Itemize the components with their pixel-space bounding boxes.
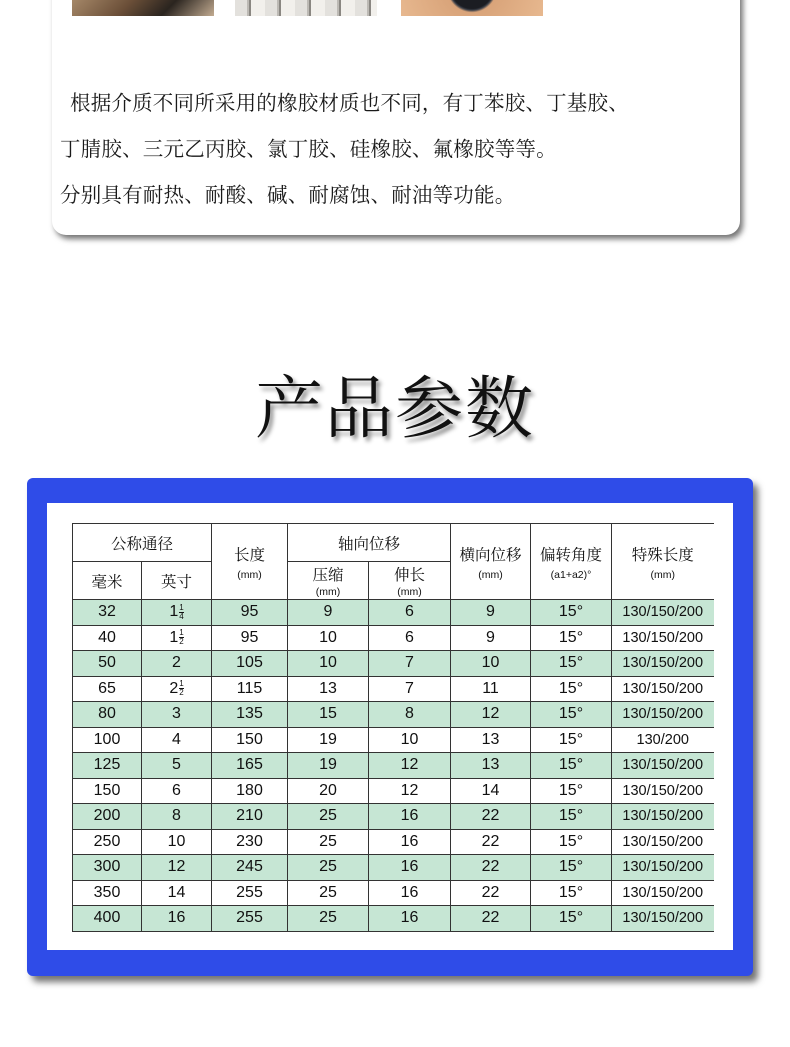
table-row [73,829,714,855]
cell-length: 115 [212,676,288,702]
table-row [73,778,714,804]
table-row [73,625,714,651]
table-row [73,804,714,830]
cell-length: 180 [212,778,288,804]
header-special [612,524,714,600]
inch-fraction [179,680,183,697]
cell-inch [142,676,212,702]
cell-special: 130/150/200 [612,778,714,804]
header-special-unit: (mm) [650,568,675,581]
header-length-unit: (mm) [237,568,262,581]
cell-inch [142,651,212,677]
cell-mm: 100 [73,727,142,753]
cell-angle: 15° [531,625,612,651]
cell-angle: 15° [531,651,612,677]
cell-inch [142,625,212,651]
inch-whole: 3 [172,705,181,723]
cell-extend: 16 [369,804,451,830]
header-special-label: 特殊长度 [631,546,694,564]
cell-mm: 80 [73,702,142,728]
cell-compress: 19 [288,753,369,779]
table-row [73,600,714,626]
cell-length: 165 [212,753,288,779]
cell-lateral: 13 [451,727,531,753]
cell-inch [142,753,212,779]
cell-compress: 9 [288,600,369,626]
cell-lateral: 22 [451,880,531,906]
cell-special: 130/150/200 [612,702,714,728]
description-line: 分别具有耐热、耐酸、碱、耐腐蚀、耐油等功能。 [60,183,516,207]
cell-lateral: 13 [451,753,531,779]
cell-lateral: 22 [451,855,531,881]
cell-extend: 10 [369,727,451,753]
cell-special: 130/150/200 [612,676,714,702]
section-heading: 产品参数 [254,370,535,449]
inch-whole: 1 [169,603,179,621]
inch-whole: 5 [172,756,181,774]
cell-length: 95 [212,600,288,626]
cell-angle: 15° [531,727,612,753]
cell-angle: 15° [531,906,612,932]
header-lateral [451,524,531,600]
cell-inch [142,906,212,932]
inch-whole: 10 [167,832,186,850]
cell-compress: 10 [288,625,369,651]
cell-mm: 32 [73,600,142,626]
cell-compress: 10 [288,651,369,677]
header-mm: 毫米 [73,562,142,600]
header-lateral-unit: (mm) [478,568,503,581]
cell-extend: 7 [369,676,451,702]
fraction-denominator: 2 [179,637,184,647]
header-nominal: 公称通径 [73,524,212,562]
cell-inch [142,727,212,753]
cell-inch [142,855,212,881]
cell-length: 105 [212,651,288,677]
description-line: 根据介质不同所采用的橡胶材质也不同，有丁苯胶、丁基胶、 [70,91,629,115]
cell-compress: 19 [288,727,369,753]
cell-lateral: 14 [451,778,531,804]
cell-lateral: 12 [451,702,531,728]
cell-mm: 300 [73,855,142,881]
inch-whole: 8 [172,807,181,825]
inch-whole: 2 [169,679,179,697]
cell-extend: 6 [369,600,451,626]
cell-mm: 350 [73,880,142,906]
header-extend-label: 伸长 [393,567,425,584]
cell-angle: 15° [531,676,612,702]
cell-compress: 25 [288,906,369,932]
cell-length: 230 [212,829,288,855]
table-row [73,651,714,677]
header-compress-unit: (mm) [315,586,341,598]
cell-lateral: 10 [451,651,531,677]
params-table [72,523,714,932]
cell-lateral: 22 [451,906,531,932]
inch-fraction [179,604,183,621]
cell-length: 210 [212,804,288,830]
inch-whole: 4 [172,730,181,748]
cell-angle: 15° [531,855,612,881]
fraction-numerator: 1 [179,602,184,612]
cell-extend: 6 [369,625,451,651]
inch-whole: 12 [167,858,186,876]
cell-extend: 16 [369,829,451,855]
header-extend-unit: (mm) [397,586,422,598]
header-length [212,524,288,600]
table-row [73,702,714,728]
cell-length: 255 [212,880,288,906]
params-table-body [73,600,714,932]
cell-mm: 40 [73,625,142,651]
fraction-numerator: 1 [179,628,184,638]
cell-extend: 12 [369,753,451,779]
table-row [73,855,714,881]
cell-lateral: 9 [451,625,531,651]
cell-inch [142,778,212,804]
header-compress-label: 压缩 [312,567,344,584]
cell-extend: 12 [369,778,451,804]
description-card [52,0,740,235]
cell-extend: 16 [369,906,451,932]
cell-compress: 25 [288,880,369,906]
inch-whole: 16 [167,909,186,927]
inch-whole: 14 [167,883,186,901]
cell-lateral: 9 [451,600,531,626]
cell-special: 130/150/200 [612,906,714,932]
fraction-numerator: 1 [179,679,184,689]
cell-special: 130/150/200 [612,753,714,779]
product-photo-1 [72,0,214,16]
table-row [73,880,714,906]
params-frame [27,478,753,976]
table-row [73,676,714,702]
cell-special: 130/200 [612,727,714,753]
cell-mm: 65 [73,676,142,702]
cell-compress: 13 [288,676,369,702]
cell-lateral: 22 [451,829,531,855]
header-extend [369,562,451,600]
table-row [73,727,714,753]
cell-length: 150 [212,727,288,753]
description-text [60,80,740,218]
cell-compress: 25 [288,829,369,855]
cell-mm: 50 [73,651,142,677]
cell-special: 130/150/200 [612,804,714,830]
table-row [73,753,714,779]
inch-fraction [179,629,183,646]
cell-mm: 250 [73,829,142,855]
cell-inch [142,880,212,906]
cell-compress: 25 [288,804,369,830]
cell-inch [142,600,212,626]
inch-whole: 1 [169,628,179,646]
cell-compress: 15 [288,702,369,728]
cell-special: 130/150/200 [612,651,714,677]
header-inch: 英寸 [142,562,212,600]
cell-special: 130/150/200 [612,880,714,906]
cell-special: 130/150/200 [612,600,714,626]
inch-whole: 6 [172,781,181,799]
fraction-denominator: 2 [179,688,184,698]
cell-special: 130/150/200 [612,829,714,855]
cell-mm: 200 [73,804,142,830]
cell-lateral: 22 [451,804,531,830]
cell-extend: 8 [369,702,451,728]
description-line: 丁腈胶、三元乙丙胶、氯丁胶、硅橡胶、氟橡胶等等。 [60,137,557,161]
cell-length: 135 [212,702,288,728]
cell-angle: 15° [531,829,612,855]
cell-compress: 25 [288,855,369,881]
cell-special: 130/150/200 [612,625,714,651]
inch-whole: 2 [172,654,181,672]
header-lateral-label: 横向位移 [459,546,522,564]
cell-compress: 20 [288,778,369,804]
cell-inch [142,804,212,830]
cell-extend: 16 [369,880,451,906]
table-row [73,906,714,932]
cell-angle: 15° [531,702,612,728]
cell-extend: 16 [369,855,451,881]
header-compress [288,562,369,600]
cell-length: 255 [212,906,288,932]
params-panel [47,503,733,950]
cell-angle: 15° [531,804,612,830]
header-deflection [531,524,612,600]
fraction-denominator: 4 [179,611,184,621]
cell-mm: 150 [73,778,142,804]
cell-mm: 125 [73,753,142,779]
cell-special: 130/150/200 [612,855,714,881]
cell-angle: 15° [531,778,612,804]
cell-inch [142,829,212,855]
header-deflection-unit: (a1+a2)° [550,568,592,581]
cell-angle: 15° [531,753,612,779]
product-photo-3 [401,0,543,16]
header-length-label: 长度 [233,546,265,564]
cell-lateral: 11 [451,676,531,702]
cell-inch [142,702,212,728]
cell-angle: 15° [531,600,612,626]
cell-mm: 400 [73,906,142,932]
header-axial: 轴向位移 [288,524,451,562]
header-deflection-label: 偏转角度 [539,546,602,564]
cell-length: 95 [212,625,288,651]
cell-angle: 15° [531,880,612,906]
cell-length: 245 [212,855,288,881]
product-photo-2 [235,0,377,16]
cell-extend: 7 [369,651,451,677]
